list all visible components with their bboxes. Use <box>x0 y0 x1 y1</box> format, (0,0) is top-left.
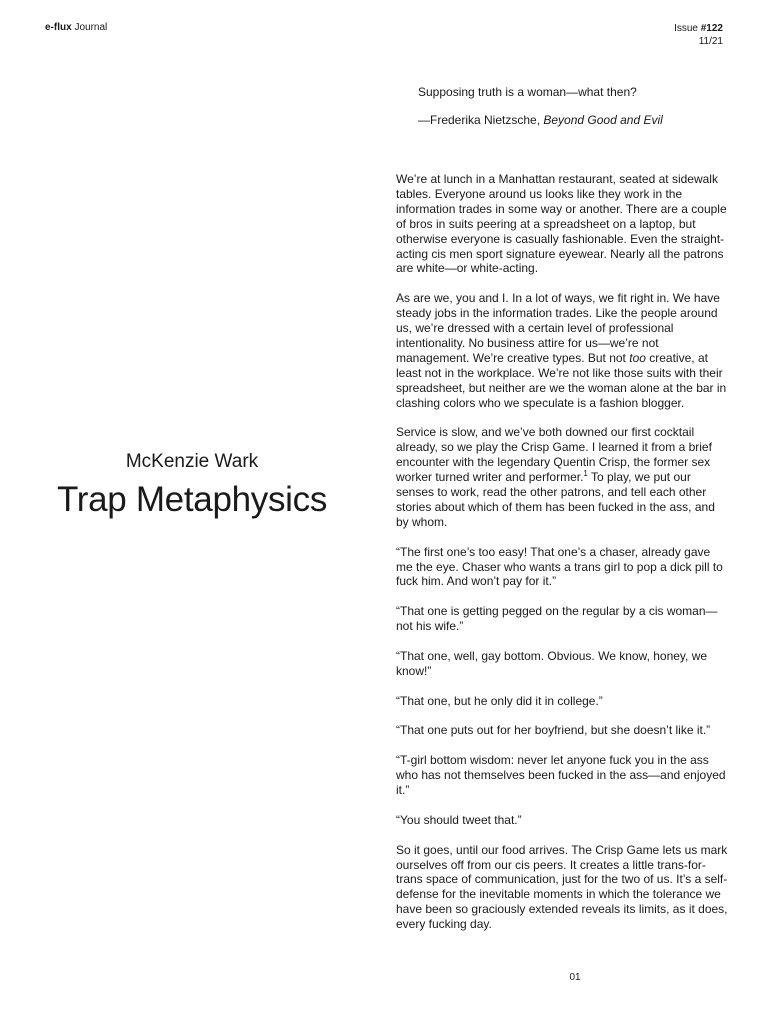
paragraph: We’re at lunch in a Manhattan restaurant, seated at sidewalk tables. Everyone around us looks like they work in the information trades in some way or another. There are a couple of bros in suits peering at a spreadsheet on a laptop, but otherwise everyone is casually fashionable. Even the straight-acting cis men sport signature eyewear. Nearly all the patrons are white—or white-acting. <box>396 172 727 276</box>
issue-date: 11/21 <box>698 36 723 47</box>
article-title: Trap Metaphysics <box>56 480 328 519</box>
issue-number: #122 <box>700 23 723 34</box>
article-body <box>396 172 728 947</box>
paragraph: “The first one’s too easy! That one’s a chaser, already gave me the eye. Chaser who wants a trans girl to pop a dick pill to fuck him. And won’t pay for it.” <box>396 544 723 589</box>
epigraph-author: —Frederika Nietzsche, <box>418 113 544 127</box>
brand-suffix: Journal <box>71 22 108 33</box>
emphasis: too <box>629 350 646 365</box>
paragraph: So it goes, until our food arrives. The Crisp Game lets us mark ourselves off from our cis peers. It creates a little trans-for-trans space of communication, just for the two of us. It’s a self-defense for the inevitable moments in which the tolerance we have been so graciously extended reveals its limits, as it does, every fucking day. <box>396 842 728 932</box>
paragraph: “T-girl bottom wisdom: never let anyone fuck you in the ass who has not themselves been fucked in the ass—and enjoyed it.” <box>396 753 726 798</box>
paragraph: “That one, well, gay bottom. Obvious. We know, honey, we know!” <box>396 648 708 678</box>
issue-label: Issue <box>674 23 701 34</box>
page-number: 01 <box>569 972 581 983</box>
paragraph <box>396 425 728 529</box>
paragraph-text: As are we, you and I. In a lot of ways, we fit right in. We have steady jobs in the information trades. Like the people around us, we’re dressed with a certain level of professional intentionality. No business attire for us—we’re not management. We’re creative types. But not <box>396 291 720 365</box>
epigraph <box>418 84 663 140</box>
paragraph: “That one puts out for her boyfriend, but she doesn’t like it.” <box>396 723 711 738</box>
paragraph: “That one, but he only did it in college.” <box>396 693 603 708</box>
issue-line <box>674 22 723 35</box>
epigraph-book: Beyond Good and Evil <box>543 113 663 127</box>
epigraph-attribution <box>418 112 663 128</box>
paragraph: “That one is getting pegged on the regular by a cis woman—not his wife.” <box>396 604 718 634</box>
epigraph-quote: Supposing truth is a woman—what then? <box>418 85 637 99</box>
paragraph-text: Service is slow, and we’ve both downed our first cocktail already, so we play the Crisp Game. I learned it from a brief encounter with the legendary Quentin Crisp, the former sex worker turned writer and performer. <box>396 425 712 485</box>
paragraph-text: creative, at least not in the workplace. We’re not like those suits with their spreadsheet, but neither are we the woman alone at the bar in clashing colors who we speculate is a fashion blogger. <box>396 350 727 410</box>
paragraph-text: To play, we put our senses to work, read the other patrons, and tell each other stories about which of them has been fucked in the ass, and by whom. <box>396 470 715 529</box>
brand-name: e-flux <box>45 22 72 33</box>
footnote-ref[interactable]: 1 <box>583 469 588 479</box>
article-author: McKenzie Wark <box>125 451 259 472</box>
issue-info <box>674 22 723 48</box>
journal-header <box>45 22 107 33</box>
paragraph: “You should tweet that.” <box>396 812 522 827</box>
paragraph <box>396 291 728 410</box>
